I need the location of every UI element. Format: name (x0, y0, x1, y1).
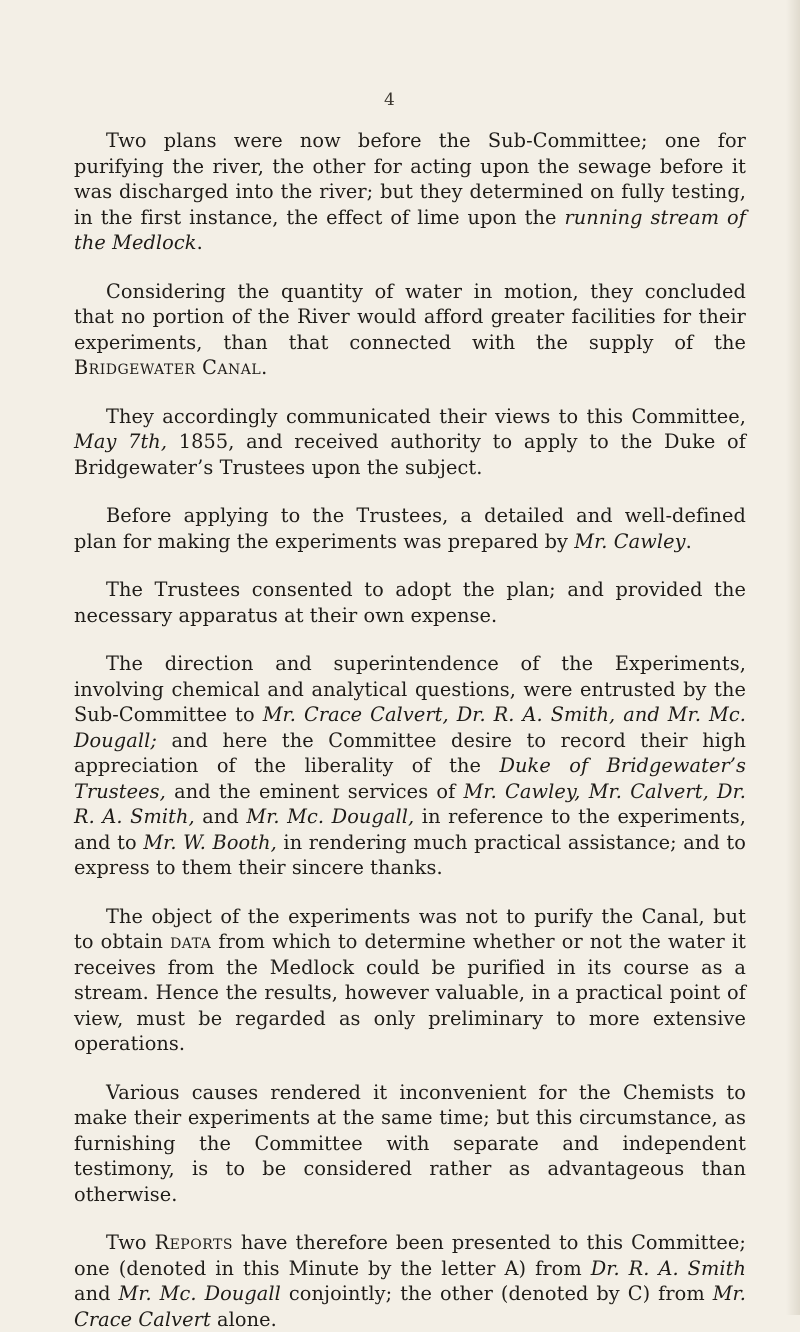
paragraph-trustees-consent: The Trustees consented to adopt the plan; and provided the necessary apparatus at their own expense. (74, 578, 746, 627)
paragraph-communication: They accordingly communicated their views to this Committee, May 7th, 1855, and received authority to apply to the Duke of Bridgewater’s Trustees upon the subject. (74, 404, 747, 479)
page-body (74, 128, 746, 1332)
paragraph-object-of-experiments: The object of the experiments was not to purify the Canal, but to obtain data from which to determine whether or not the water it receives from the Medlock could be purified in its course as a stream. Hence the results, however valuable, in a practical point of view, must be regarded as only preliminary to more extensive operations. (74, 904, 746, 1055)
page-number: 4 (384, 90, 395, 110)
paragraph-detailed-plan: Before applying to the Trustees, a detailed and well-defined plan for making the experiments was prepared by Mr. Cawley. (74, 504, 746, 553)
paragraph-two-reports: Two Reports have therefore been presented to this Committee; one (denoted in this Minute by the letter A) from Dr. R. A. Smith and Mr. Mc. Dougall conjointly; the other (denoted by C) from Mr. Crace Calvert alone. (74, 1231, 746, 1331)
page-edge-shadow (786, 0, 800, 1315)
paragraph-various-causes: Various causes rendered it inconvenient for the Chemists to make their experiments at the same time; but this circumstance, as furnishing the Committee with separate and independent testimony, is to be considered rather as advantageous than otherwise. (74, 1080, 746, 1206)
paragraph-purifying-plans: Two plans were now before the Sub-Committee; one for purifying the river, the other for acting upon the sewage before it was discharged into the river; but they determined on fully testing, in the first instance, the effect of lime upon the running stream of the Medlock. (74, 129, 747, 254)
paragraph-direction-superintendence: The direction and superintendence of the Experiments, involving chemical and analytical questions, were entrusted by the Sub-Committee to Mr. Crace Calvert, Dr. R. A. Smith, and Mr. Mc. Dougall; and here the Committee desire to record their high appreciation of the liberality of the Duke of Bridgewater’s Trustees, and the eminent services of Mr. Cawley, Mr. Calvert, Dr. R. A. Smith, and Mr. Mc. Dougall, in reference to the experiments, and to Mr. W. Booth, in rendering much practical assistance; and to express to them their sincere thanks. (74, 652, 746, 879)
paragraph-water-in-motion: Considering the quantity of water in motion, they concluded that no portion of the River would afford greater facilities for their experiments, than that connected with the supply of the Bridgewater Canal. (74, 279, 746, 379)
